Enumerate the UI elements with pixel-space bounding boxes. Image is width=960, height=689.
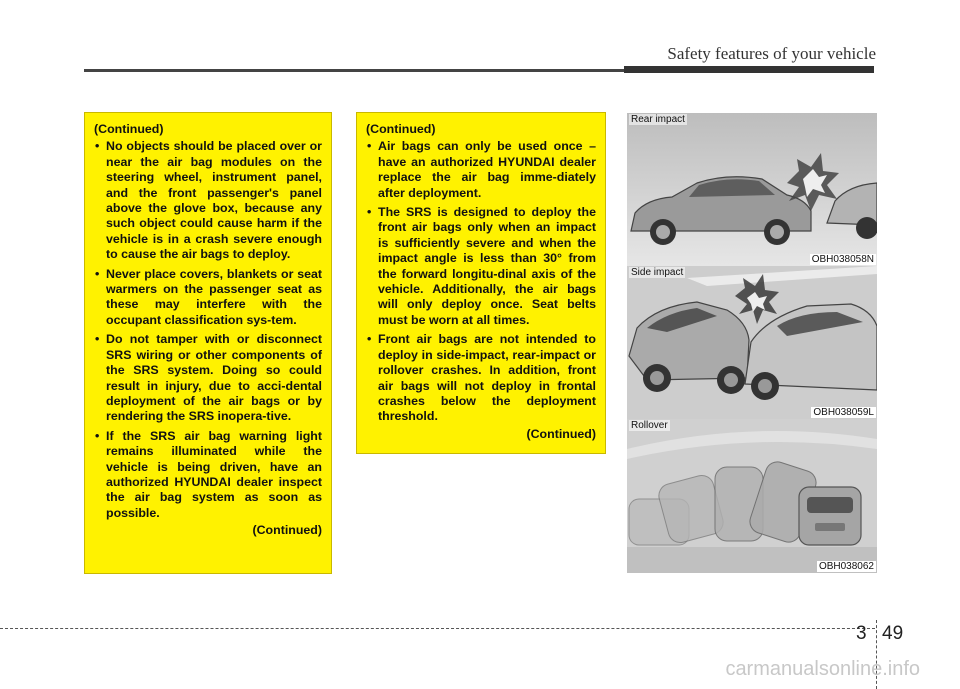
figure-label: Rear impact xyxy=(631,114,685,125)
bullet-item xyxy=(94,139,322,262)
figure-label: Rollover xyxy=(631,420,668,431)
page-header-title: Safety features of your vehicle xyxy=(667,44,876,63)
bullet-dot: • xyxy=(367,332,372,347)
watermark: carmanualsonline.info xyxy=(725,658,920,680)
continued-tail: (Continued) xyxy=(252,523,322,538)
figure-label: Side impact xyxy=(631,267,684,278)
bullet-text: No objects should be placed over or near the air bag modules on the steering wheel, instrument panel, and the front passenger's panel above the glove box, because any such object could cause harm if the vehicle is in a crash severe enough to cause the air bags to deploy. xyxy=(106,139,322,262)
bullet-item xyxy=(94,429,322,521)
chapter-number: 3 xyxy=(856,623,867,644)
header-rule-accent xyxy=(624,66,874,73)
warning-box-left xyxy=(84,112,332,574)
bullet-text: Do not tamper with or disconnect SRS wiring or other components of the SRS system. Doing so could result in injury, due to acci-dental deployment of the air bags or by rendering the SRS inopera-tive. xyxy=(106,332,322,424)
bullet-item xyxy=(366,205,596,328)
bullet-dot: • xyxy=(367,205,372,220)
continued-heading: (Continued) xyxy=(366,122,436,136)
figure-rollover xyxy=(627,419,877,573)
figure-rear-impact xyxy=(627,113,877,266)
rear-impact-illustration xyxy=(627,113,877,266)
bullet-text: The SRS is designed to deploy the front air bags only when an impact is sufficiently severe and when the impact angle is less than 30° from the forward longitu-dinal axis of the vehicle. Additionally, the air bags will only deploy once. Seat belts must be worn at all times. xyxy=(378,205,596,327)
bullet-item xyxy=(94,332,322,424)
rollover-illustration xyxy=(627,419,877,573)
continued-heading: (Continued) xyxy=(94,122,164,136)
bullet-item xyxy=(94,267,322,329)
footer-rule xyxy=(0,628,875,629)
figure-side-impact xyxy=(627,266,877,419)
warning-box-middle xyxy=(356,112,606,454)
bullet-item xyxy=(366,332,596,424)
bullet-dot: • xyxy=(95,332,100,347)
bullet-dot: • xyxy=(367,139,372,154)
side-impact-illustration xyxy=(627,266,877,419)
figure-code: OBH038059L xyxy=(813,407,874,418)
bullet-item xyxy=(366,139,596,201)
bullet-text: Air bags can only be used once – have an authorized HYUNDAI dealer replace the air bag imme-diately after deployment. xyxy=(378,139,596,200)
continued-tail: (Continued) xyxy=(526,426,596,441)
bullet-dot: • xyxy=(95,139,100,154)
bullet-dot: • xyxy=(95,266,100,281)
bullet-text: Front air bags are not intended to deploy in side-impact, rear-impact or rollover crashes. In addition, front air bags will not deploy in frontal crashes below the deployment threshold. xyxy=(378,332,596,424)
figure-code: OBH038062 xyxy=(818,561,874,572)
bullet-dot: • xyxy=(95,428,100,443)
bullet-text: Never place covers, blankets or seat warmers on the passenger seat as these may interfere with the occupant classification sys-tem. xyxy=(106,266,322,327)
figure-code: OBH038058N xyxy=(811,254,874,265)
page-number: 49 xyxy=(882,623,904,644)
bullet-text: If the SRS air bag warning light remains illuminated while the vehicle is being driven, have an authorized HYUNDAI dealer inspect the air bag system as soon as possible. xyxy=(106,428,322,520)
